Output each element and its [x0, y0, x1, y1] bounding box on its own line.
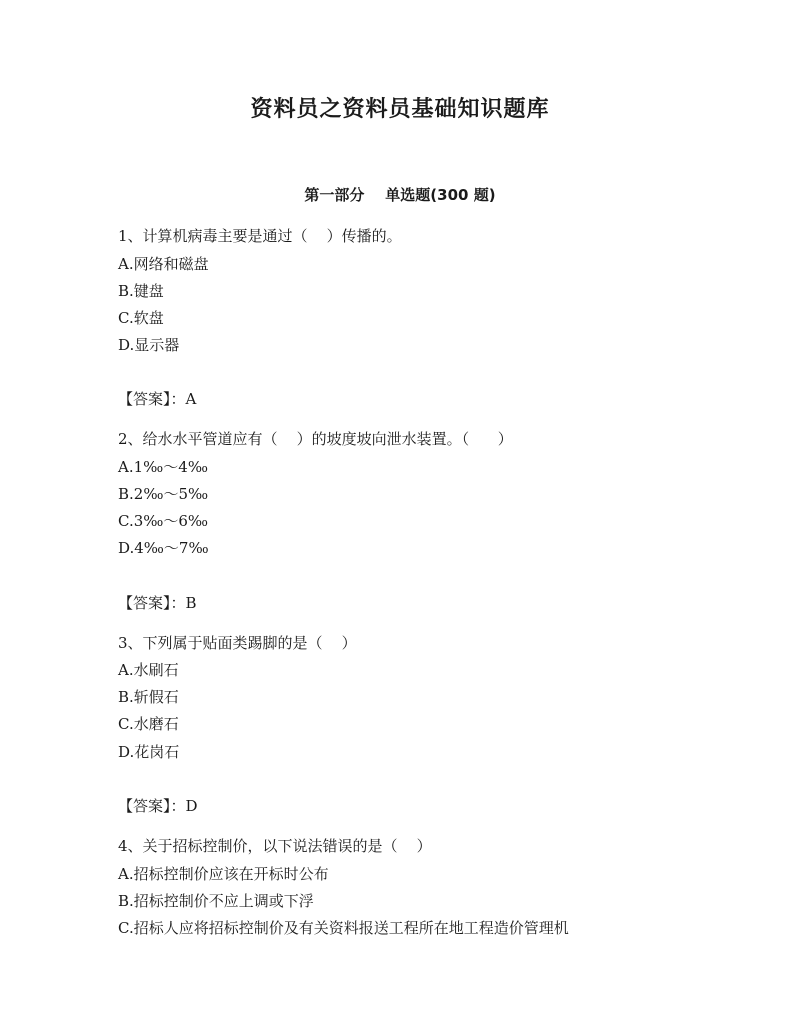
question-stem: 1、计算机病毒主要是通过（ ）传播的。 — [118, 227, 402, 245]
answer-line: 【答案】：B — [118, 594, 197, 612]
question-option: D.显示器 — [118, 336, 180, 354]
question-option: C.3‰～6‰ — [118, 512, 209, 530]
document-title: 资料员之资料员基础知识题库 — [250, 97, 550, 122]
question-option: A.网络和磁盘 — [118, 255, 209, 273]
question-option: B.招标控制价不应上调或下浮 — [118, 892, 314, 910]
answer-line: 【答案】：D — [118, 797, 198, 815]
answer-line: 【答案】：A — [118, 390, 197, 408]
question-option: C.水磨石 — [118, 715, 179, 733]
question-option: B.键盘 — [118, 282, 164, 300]
question-option: D.4‰～7‰ — [118, 539, 209, 557]
question-stem: 4、关于招标控制价，以下说法错误的是（ ） — [118, 837, 432, 855]
question-option: C.软盘 — [118, 309, 164, 327]
question-option: A.水刷石 — [118, 661, 179, 679]
question-option: C.招标人应将招标控制价及有关资料报送工程所在地工程造价管理机 — [118, 919, 569, 937]
question-option: B.2‰～5‰ — [118, 485, 209, 503]
question-stem: 2、给水水平管道应有（ ）的坡度坡向泄水装置。（ ） — [118, 430, 513, 448]
question-option: A.1‰～4‰ — [118, 458, 208, 476]
question-stem: 3、下列属于贴面类踢脚的是（ ） — [118, 634, 357, 652]
question-option: A.招标控制价应该在开标时公布 — [118, 865, 329, 883]
question-option: D.花岗石 — [118, 743, 180, 761]
question-option: B.斩假石 — [118, 688, 179, 706]
section-heading: 第一部分 单选题(300 题) — [304, 186, 496, 204]
